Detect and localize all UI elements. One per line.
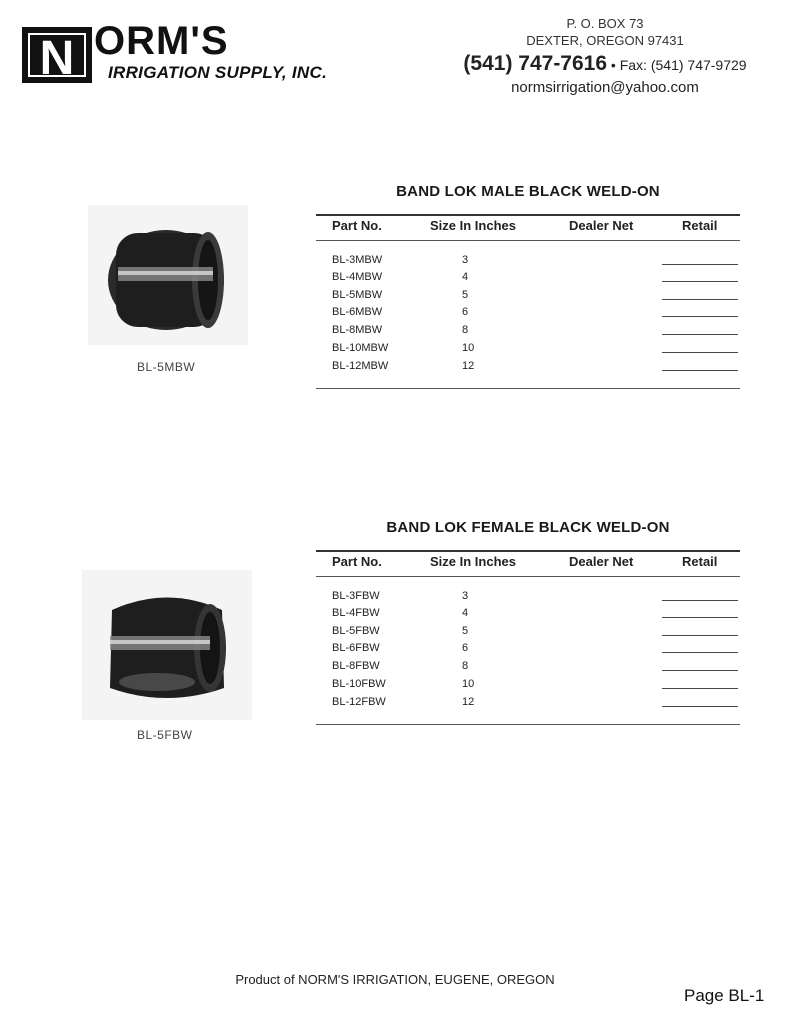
part-number: BL-12FBW	[332, 696, 386, 708]
part-number: BL-4MBW	[332, 271, 383, 283]
table-header-rule	[316, 576, 740, 577]
column-header-dealer: Dealer Net	[569, 554, 634, 569]
po-box: P. O. BOX 73	[566, 16, 644, 31]
size-inches: 12	[462, 696, 475, 708]
size-inches: 5	[462, 625, 469, 637]
table-header-rule	[316, 240, 740, 241]
retail-blank	[662, 264, 738, 265]
part-number: BL-6FBW	[332, 642, 380, 654]
size-inches: 12	[462, 360, 475, 372]
size-inches: 4	[462, 607, 469, 619]
company-name: ORM'S	[94, 19, 229, 63]
part-number: BL-10FBW	[332, 678, 386, 690]
retail-blank	[662, 352, 738, 353]
company-logo-mark	[22, 27, 92, 83]
section-title: BAND LOK FEMALE BLACK WELD-ON	[386, 519, 670, 536]
phone-number: (541) 747-7616	[463, 52, 608, 75]
table-bottom-rule	[316, 388, 740, 389]
retail-blank	[662, 688, 738, 689]
size-inches: 8	[462, 324, 469, 336]
email-address: normsirrigation@yahoo.com	[511, 79, 699, 96]
retail-blank	[662, 600, 738, 601]
retail-blank	[662, 370, 738, 371]
size-inches: 6	[462, 306, 469, 318]
column-header-size: Size In Inches	[430, 554, 516, 569]
fax-number: Fax: (541) 747-9729	[619, 57, 747, 73]
city-address: DEXTER, OREGON 97431	[526, 33, 684, 48]
table-bottom-rule	[316, 724, 740, 725]
size-inches: 3	[462, 590, 469, 602]
part-number: BL-5MBW	[332, 289, 383, 301]
retail-blank	[662, 617, 738, 618]
retail-blank	[662, 281, 738, 282]
band-lok-female-fitting-photo	[82, 570, 252, 720]
size-inches: 4	[462, 271, 469, 283]
image-caption: BL-5FBW	[137, 728, 193, 742]
image-caption: BL-5MBW	[137, 360, 196, 374]
section-title: BAND LOK MALE BLACK WELD-ON	[396, 183, 660, 200]
part-number: BL-4FBW	[332, 607, 380, 619]
part-number: BL-3MBW	[332, 254, 383, 266]
retail-blank	[662, 334, 738, 335]
column-header-retail: Retail	[682, 218, 718, 233]
page-number: Page BL-1	[684, 986, 765, 1005]
column-header-dealer: Dealer Net	[569, 218, 634, 233]
retail-blank	[662, 670, 738, 671]
part-number: BL-3FBW	[332, 590, 380, 602]
part-number: BL-5FBW	[332, 625, 380, 637]
part-number: BL-8FBW	[332, 660, 380, 672]
company-subtitle: IRRIGATION SUPPLY, INC.	[108, 63, 328, 82]
column-header-part: Part No.	[332, 218, 382, 233]
size-inches: 5	[462, 289, 469, 301]
part-number: BL-12MBW	[332, 360, 389, 372]
column-header-size: Size In Inches	[430, 218, 516, 233]
phone-line	[430, 52, 780, 76]
size-inches: 8	[462, 660, 469, 672]
footer-product-line: Product of NORM'S IRRIGATION, EUGENE, OREGON	[235, 972, 555, 987]
retail-blank	[662, 635, 738, 636]
column-header-part: Part No.	[332, 554, 382, 569]
part-number: BL-10MBW	[332, 342, 389, 354]
size-inches: 10	[462, 342, 475, 354]
table-top-rule	[316, 550, 740, 552]
size-inches: 3	[462, 254, 469, 266]
retail-blank	[662, 652, 738, 653]
retail-blank	[662, 299, 738, 300]
retail-blank	[662, 706, 738, 707]
retail-blank	[662, 316, 738, 317]
logo-letter: N	[39, 32, 75, 85]
table-top-rule	[316, 214, 740, 216]
part-number: BL-6MBW	[332, 306, 383, 318]
size-inches: 6	[462, 642, 469, 654]
part-number: BL-8MBW	[332, 324, 383, 336]
column-header-retail: Retail	[682, 554, 718, 569]
phone-separator: •	[610, 57, 616, 73]
band-lok-male-fitting-photo	[88, 205, 248, 345]
size-inches: 10	[462, 678, 475, 690]
